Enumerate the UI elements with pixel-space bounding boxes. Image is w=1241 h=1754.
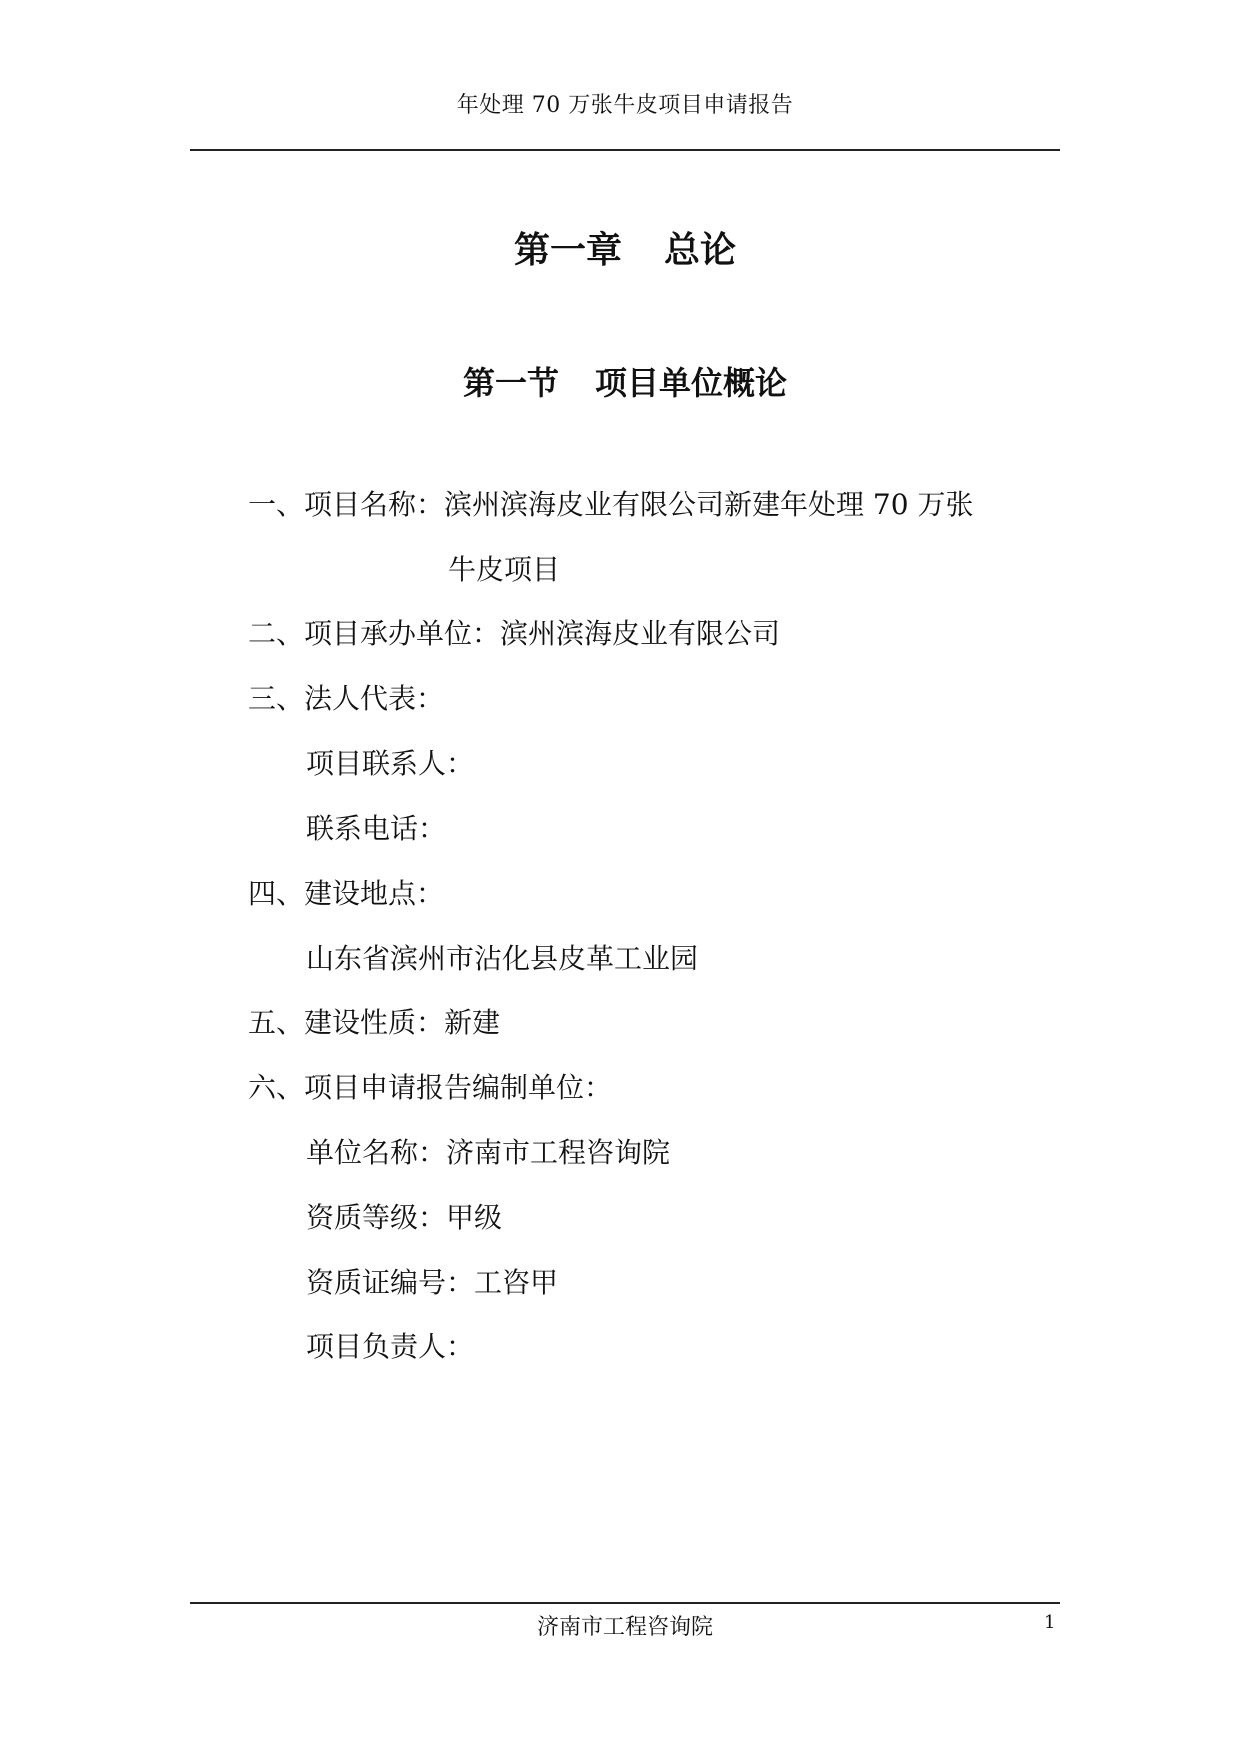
item-value: 工咨甲 <box>474 1266 559 1299</box>
section-title <box>190 358 1060 404</box>
item-label: 二、项目承办单位： <box>248 617 501 650</box>
item-label: 五、建设性质： <box>248 1006 445 1039</box>
item-nature <box>248 1006 500 1040</box>
item-org-name <box>306 1136 670 1170</box>
item-qualification-grade <box>306 1201 502 1235</box>
page-header: 年处理 70 万张牛皮项目申请报告 <box>456 93 794 118</box>
chapter-name: 总论 <box>664 229 737 271</box>
item-contact-phone: 联系电话： <box>306 812 447 845</box>
footer-rule <box>190 1602 1060 1604</box>
item-project-name <box>248 488 973 522</box>
item-label: 一、项目名称： <box>248 488 445 521</box>
section-label: 第一节 <box>462 364 559 402</box>
item-location: 四、建设地点： <box>248 877 445 910</box>
item-project-lead: 项目负责人： <box>306 1330 475 1363</box>
item-value: 济南市工程咨询院 <box>446 1136 671 1169</box>
section-name: 项目单位概论 <box>595 364 788 402</box>
item-project-name-continued: 牛皮项目 <box>448 553 561 586</box>
page-number: 1 <box>1044 1612 1056 1633</box>
item-certificate-no <box>306 1266 558 1300</box>
item-location-value: 山东省滨州市沾化县皮革工业园 <box>306 942 699 975</box>
item-contact-person: 项目联系人： <box>306 747 475 780</box>
chapter-title <box>190 222 1060 273</box>
item-label: 单位名称： <box>306 1136 447 1169</box>
item-label: 资质证编号： <box>306 1266 475 1299</box>
item-value: 滨州滨海皮业有限公司 <box>500 617 781 650</box>
item-compiler: 六、项目申请报告编制单位： <box>248 1071 613 1104</box>
item-value: 滨州滨海皮业有限公司新建年处理 70 万张 <box>444 488 974 521</box>
item-value: 新建 <box>444 1006 501 1039</box>
item-legal-rep: 三、法人代表： <box>248 682 445 715</box>
item-undertaker <box>248 617 780 651</box>
item-label: 资质等级： <box>306 1201 447 1234</box>
chapter-label: 第一章 <box>513 229 622 271</box>
footer-org: 济南市工程咨询院 <box>536 1615 713 1640</box>
header-rule <box>190 149 1060 151</box>
item-value: 甲级 <box>446 1201 503 1234</box>
